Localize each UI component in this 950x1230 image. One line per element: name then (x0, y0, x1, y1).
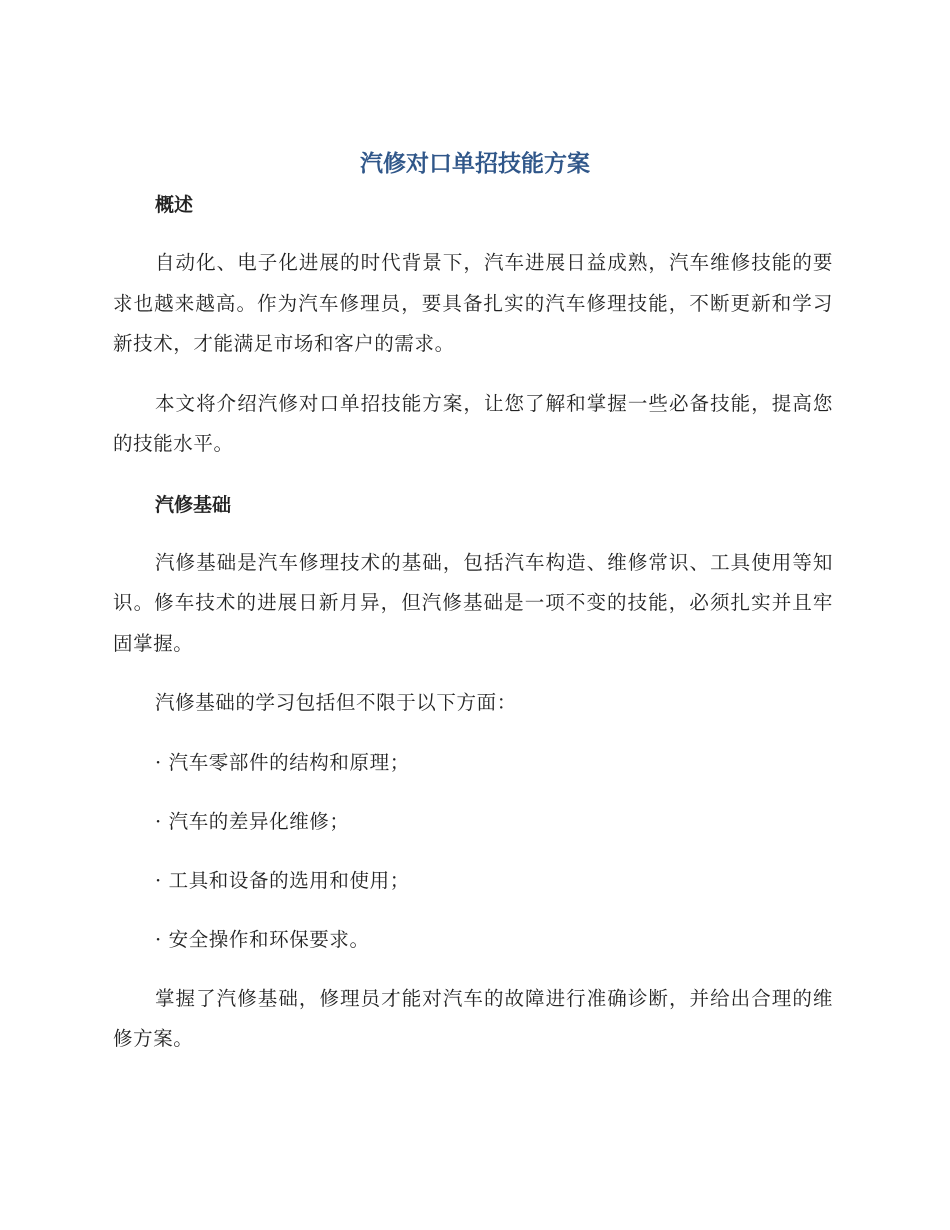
paragraph: 自动化、电子化进展的时代背景下，汽车进展日益成熟，汽车维修技能的要求也越来越高。作为汽车修理员，要具备扎实的汽车修理技能，不断更新和学习新技术，才能满足市场和客户的需求。 (113, 251, 833, 355)
document-body (113, 189, 833, 1060)
section-heading-overview: 概述 (155, 194, 194, 216)
section-heading-basics: 汽修基础 (155, 493, 232, 516)
list-item: · 汽车零部件的结构和原理； (155, 750, 410, 774)
list-item: · 工具和设备的选用和使用； (155, 868, 410, 892)
paragraph: 本文将介绍汽修对口单招技能方案，让您了解和掌握一些必备技能，提高您的技能水平。 (113, 391, 833, 455)
list-item: · 汽车的差异化维修； (155, 809, 350, 833)
paragraph: 汽修基础的学习包括但不限于以下方面： (155, 691, 517, 714)
list-item: · 安全操作和环保要求。 (155, 927, 370, 951)
paragraph: 汽修基础是汽车修理技术的基础，包括汽车构造、维修常识、工具使用等知识。修车技术的进展日新月异，但汽修基础是一项不变的技能，必须扎实并且牢固掌握。 (113, 550, 833, 655)
document-title: 汽修对口单招技能方案 (360, 151, 590, 177)
paragraph: 掌握了汽修基础，修理员才能对汽车的故障进行准确诊断，并给出合理的维修方案。 (113, 986, 833, 1050)
